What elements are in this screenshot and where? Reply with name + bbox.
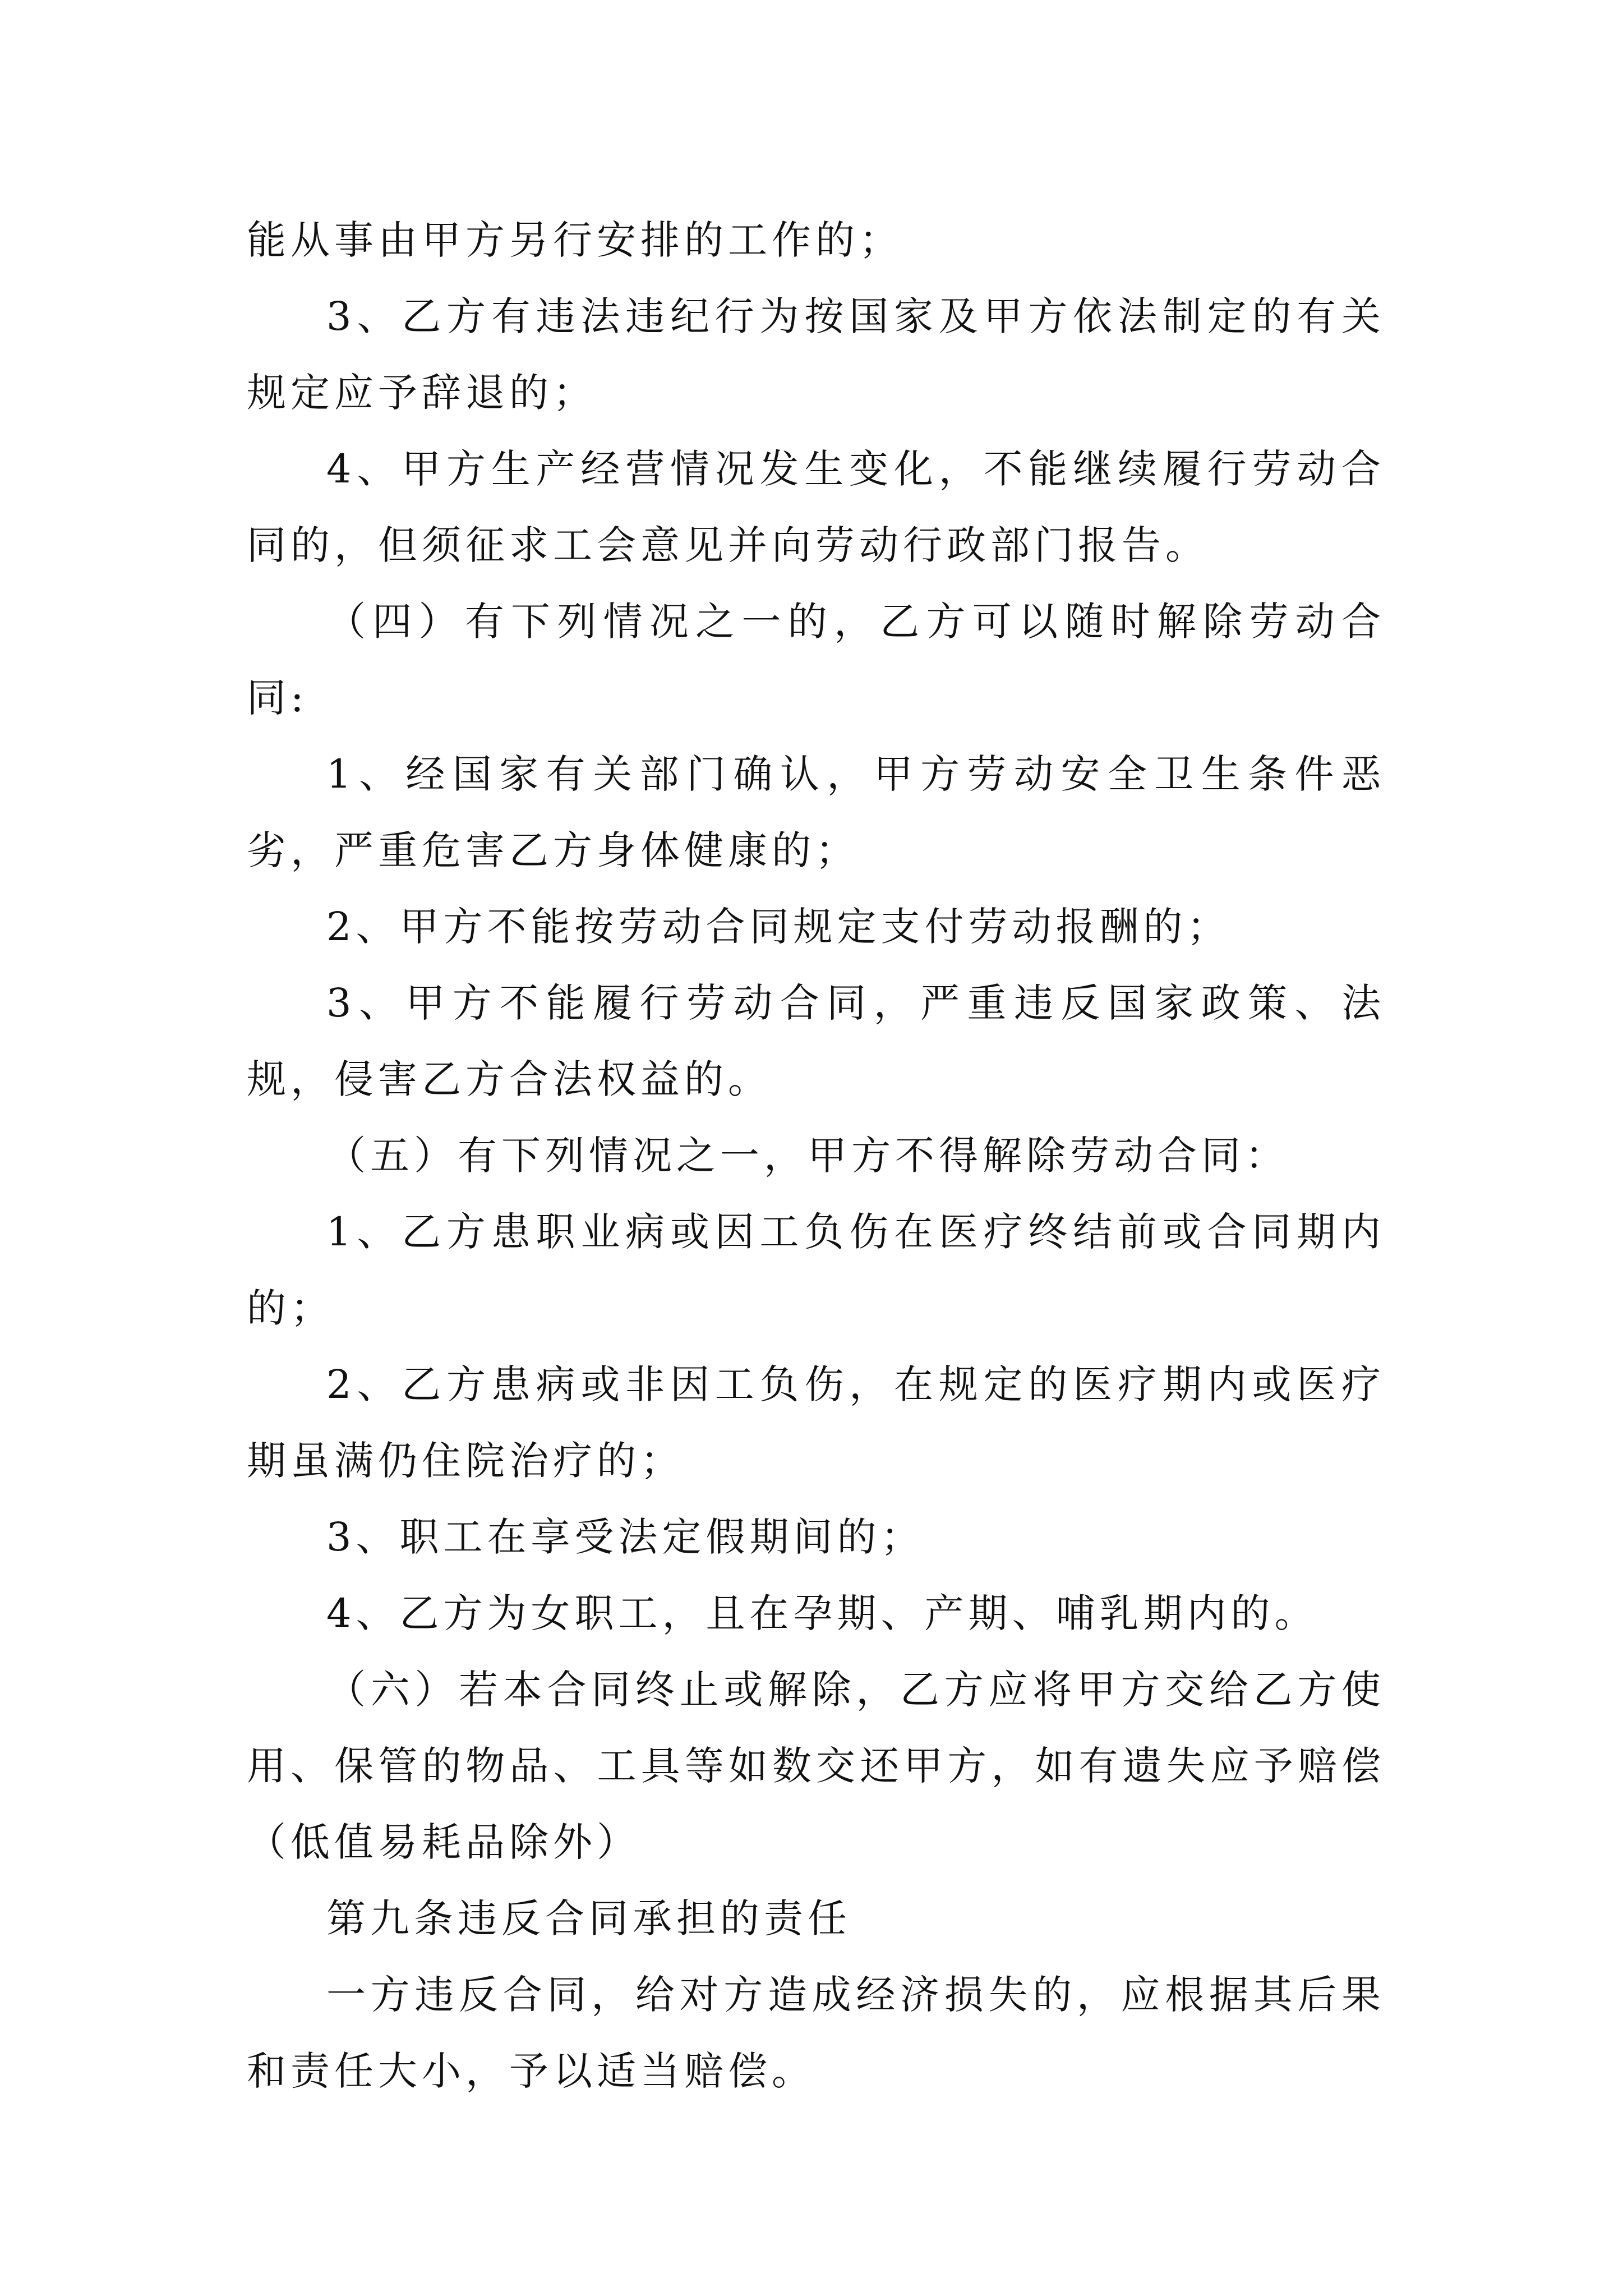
document-body (247, 202, 1385, 2109)
paragraph-section-6: （六）若本合同终止或解除，乙方应将甲方交给乙方使用、保管的物品、工具等如数交还甲方，如有遗失应予赔偿（低值易耗品除外） (247, 1667, 1385, 1865)
paragraph-section-5-item-2: 2、乙方患病或非因工负伤，在规定的医疗期内或医疗期虽满仍住院治疗的； (247, 1361, 1385, 1484)
paragraph-section-5-item-3: 3、职工在享受法定假期间的； (326, 1514, 925, 1560)
article-9-heading: 第九条违反合同承担的责任 (326, 1895, 851, 1941)
paragraph-section-5-heading: （五）有下列情况之一，甲方不得解除劳动合同： (326, 1133, 1289, 1179)
paragraph-section-4-heading: （四）有下列情况之一的，乙方可以随时解除劳动合同: (247, 599, 1385, 721)
article-9-body: 一方违反合同，给对方造成经济损失的，应根据其后果和责任大小，予以适当赔偿。 (247, 1972, 1385, 2094)
paragraph-section-4-item-3: 3、甲方不能履行劳动合同，严重违反国家政策、法规，侵害乙方合法权益的。 (247, 980, 1385, 1102)
paragraph-continuation: 能从事由甲方另行安排的工作的； (247, 217, 903, 263)
paragraph-section-5-item-1: 1、乙方患职业病或因工负伤在医疗终结前或合同期内的； (247, 1209, 1385, 1331)
paragraph-section-5-item-4: 4、乙方为女职工，且在孕期、产期、哺乳期内的。 (326, 1590, 1318, 1636)
paragraph-item-4-operations-change: 4、甲方生产经营情况发生变化，不能继续履行劳动合同的，但须征求工会意见并向劳动行政部门报告。 (247, 446, 1385, 568)
paragraph-item-3-dismissal: 3、乙方有违法违纪行为按国家及甲方依法制定的有关规定应予辞退的； (247, 293, 1385, 416)
paragraph-section-4-item-2: 2、甲方不能按劳动合同规定支付劳动报酬的； (326, 904, 1231, 950)
paragraph-section-4-item-1: 1、经国家有关部门确认，甲方劳动安全卫生条件恶劣，严重危害乙方身体健康的； (247, 751, 1385, 873)
